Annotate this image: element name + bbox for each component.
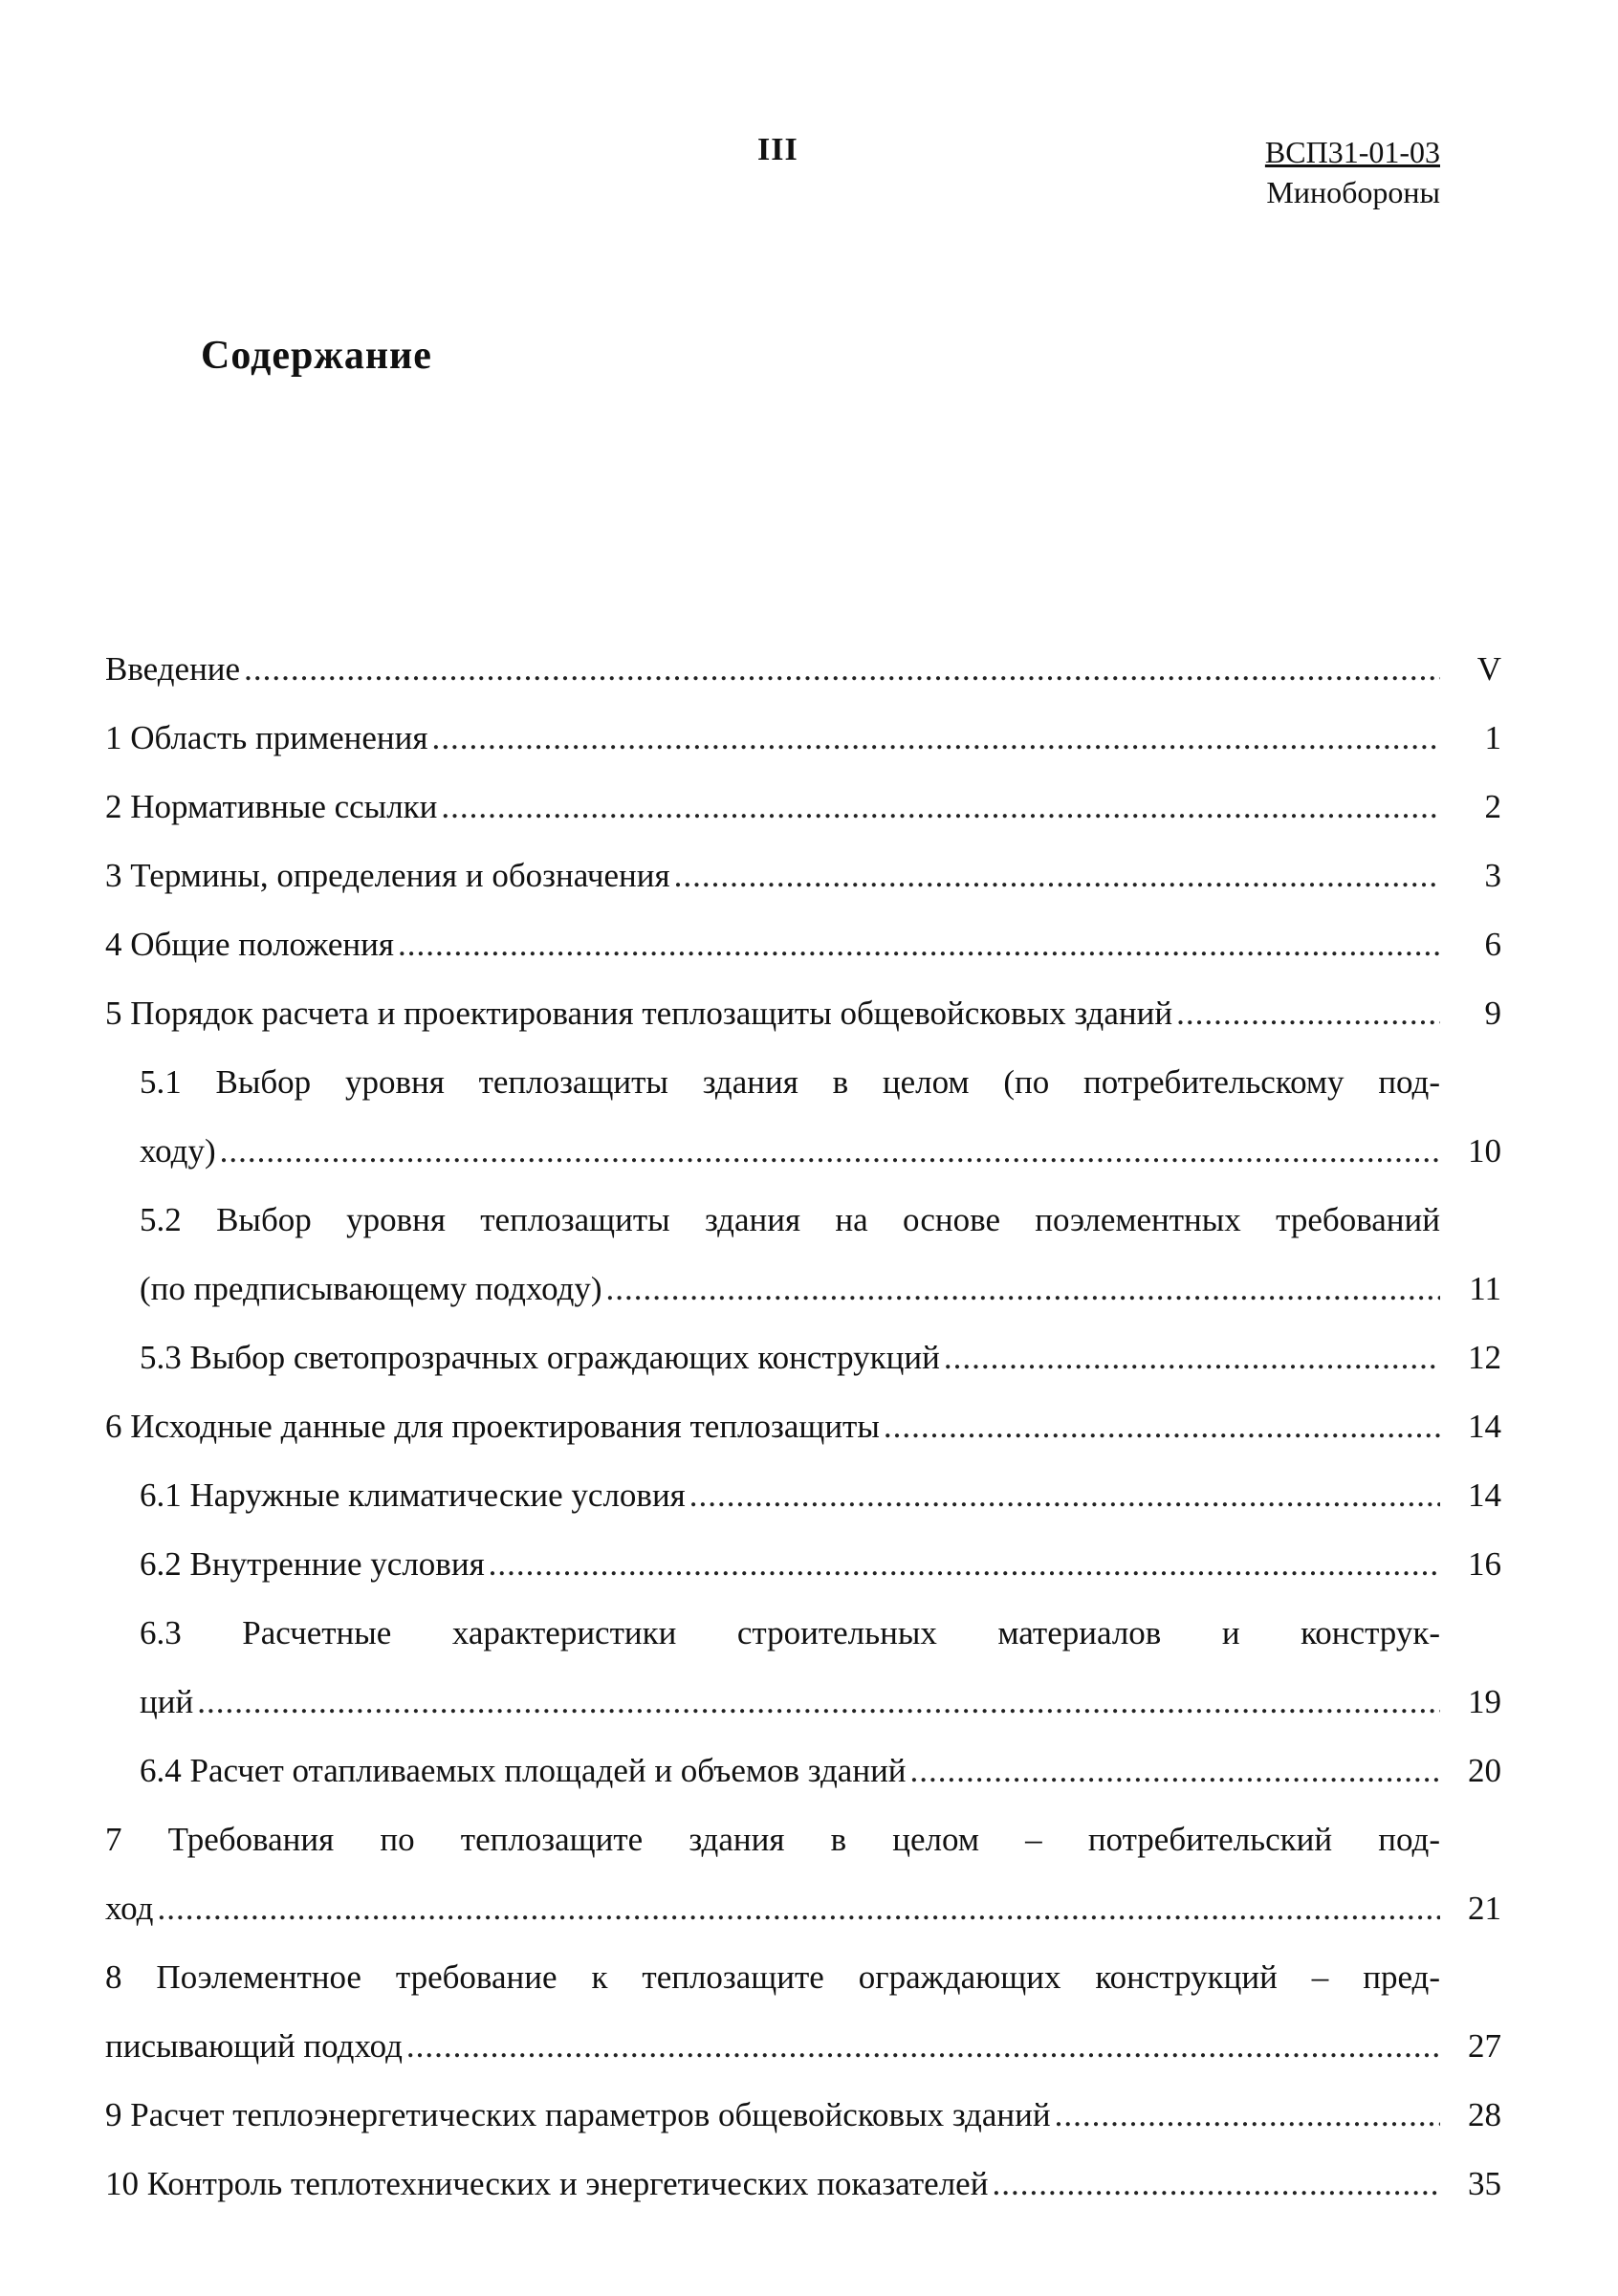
toc-entry-text-cont: ходу) bbox=[140, 1132, 216, 1170]
toc-entry-text-cont: (по предписывающему подходу) bbox=[140, 1270, 602, 1307]
toc-entry-5[interactable] bbox=[105, 966, 1501, 1035]
toc-leader bbox=[944, 1337, 1440, 1379]
document-code: ВСП31-01-03 bbox=[1264, 135, 1440, 169]
toc-leader bbox=[431, 717, 1440, 759]
toc-page-number: 9 bbox=[1484, 995, 1501, 1032]
table-of-contents bbox=[105, 622, 1501, 2205]
toc-entry-2[interactable] bbox=[105, 759, 1501, 828]
toc-entry-text: 7 Требования по теплозащите здания в целом – потребительский под- bbox=[105, 1821, 1440, 1858]
toc-leader bbox=[398, 924, 1440, 966]
page-title: Содержание bbox=[201, 334, 432, 378]
toc-entry-8-cont[interactable] bbox=[105, 1999, 1501, 2067]
toc-entry-text-cont: писывающий подход bbox=[105, 2027, 403, 2065]
toc-entry-text: 4 Общие положения bbox=[105, 926, 394, 963]
toc-page-number: 19 bbox=[1468, 1683, 1501, 1720]
toc-entry-text: 5 Порядок расчета и проектирования теплозащиты общевойсковых зданий bbox=[105, 995, 1173, 1032]
toc-page-number: 28 bbox=[1468, 2096, 1501, 2133]
toc-entry-1[interactable] bbox=[105, 690, 1501, 759]
toc-page-number: 35 bbox=[1468, 2165, 1501, 2202]
toc-entry-7-cont[interactable] bbox=[105, 1861, 1501, 1930]
toc-page-number: 2 bbox=[1484, 788, 1501, 825]
toc-entry-text: 6 Исходные данные для проектирования теплозащиты bbox=[105, 1408, 880, 1445]
toc-page-number: 16 bbox=[1468, 1545, 1501, 1583]
toc-page-number: 3 bbox=[1484, 857, 1501, 894]
toc-entry-text: 6.1 Наружные климатические условия bbox=[140, 1476, 686, 1514]
toc-entry-text: 5.3 Выбор светопрозрачных ограждающих конструкций bbox=[140, 1339, 940, 1376]
toc-entry-text: 5.2 Выбор уровня теплозащиты здания на основе поэлементных требований bbox=[140, 1201, 1440, 1238]
toc-leader bbox=[220, 1130, 1440, 1172]
toc-entry-text: 8 Поэлементное требование к теплозащите ограждающих конструкций – пред- bbox=[105, 1958, 1440, 1996]
toc-entry-text: 1 Область применения bbox=[105, 719, 428, 756]
toc-entry-6-4[interactable] bbox=[105, 1723, 1501, 1792]
toc-entry-text: 3 Термины, определения и обозначения bbox=[105, 857, 670, 894]
toc-page-number: 11 bbox=[1469, 1270, 1501, 1307]
toc-entry-text: 2 Нормативные ссылки bbox=[105, 788, 438, 825]
toc-leader bbox=[1055, 2094, 1440, 2136]
toc-leader bbox=[1176, 993, 1440, 1035]
toc-leader bbox=[689, 1475, 1440, 1517]
toc-entry-9[interactable] bbox=[105, 2067, 1501, 2136]
toc-entry-text: 6.4 Расчет отапливаемых площадей и объемов зданий bbox=[140, 1752, 907, 1789]
toc-leader bbox=[441, 786, 1440, 828]
toc-entry-5-2-cont[interactable] bbox=[105, 1241, 1501, 1310]
toc-entry-4[interactable] bbox=[105, 897, 1501, 966]
toc-entry-5-3[interactable] bbox=[105, 1310, 1501, 1379]
toc-entry-3[interactable] bbox=[105, 828, 1501, 897]
page-number: III bbox=[757, 132, 798, 167]
toc-page-number: 20 bbox=[1468, 1752, 1501, 1789]
toc-leader bbox=[197, 1681, 1440, 1723]
toc-page-number: 10 bbox=[1468, 1132, 1501, 1170]
toc-leader bbox=[606, 1268, 1440, 1310]
toc-leader bbox=[910, 1750, 1440, 1792]
toc-page-number: 12 bbox=[1468, 1339, 1501, 1376]
toc-leader bbox=[674, 855, 1440, 897]
toc-page-number: 14 bbox=[1468, 1408, 1501, 1445]
toc-entry-text-cont: ход bbox=[105, 1890, 154, 1927]
toc-leader bbox=[157, 1888, 1440, 1930]
toc-entry-6[interactable] bbox=[105, 1379, 1501, 1448]
toc-leader bbox=[992, 2163, 1440, 2205]
toc-entry-8[interactable] bbox=[105, 1930, 1501, 1999]
toc-page-number: 6 bbox=[1484, 926, 1501, 963]
toc-entry-5-2[interactable] bbox=[105, 1172, 1501, 1241]
toc-entry-5-1[interactable] bbox=[105, 1035, 1501, 1104]
organization: Минобороны bbox=[1266, 175, 1440, 209]
toc-entry-text: 6.2 Внутренние условия bbox=[140, 1545, 485, 1583]
toc-entry-6-3[interactable] bbox=[105, 1585, 1501, 1654]
toc-entry-text: 5.1 Выбор уровня теплозащиты здания в целом (по потребительскому под- bbox=[140, 1063, 1440, 1101]
toc-entry-text: 6.3 Расчетные характеристики строительных материалов и конструк- bbox=[140, 1614, 1440, 1651]
toc-page-number: 27 bbox=[1468, 2027, 1501, 2065]
toc-entry-text-cont: ций bbox=[140, 1683, 194, 1720]
toc-page-number: V bbox=[1476, 650, 1501, 688]
toc-entry-6-1[interactable] bbox=[105, 1448, 1501, 1517]
toc-page-number: 21 bbox=[1468, 1890, 1501, 1927]
toc-entry-6-2[interactable] bbox=[105, 1517, 1501, 1585]
toc-entry-text: 10 Контроль теплотехнических и энергетических показателей bbox=[105, 2165, 989, 2202]
toc-leader bbox=[406, 2025, 1440, 2067]
toc-entry-7[interactable] bbox=[105, 1792, 1501, 1861]
toc-leader bbox=[244, 648, 1440, 690]
toc-entry-5-1-cont[interactable] bbox=[105, 1104, 1501, 1172]
toc-entry-6-3-cont[interactable] bbox=[105, 1654, 1501, 1723]
toc-entry-10[interactable] bbox=[105, 2136, 1501, 2205]
document-code-block bbox=[1265, 132, 1440, 212]
toc-entry-text: Введение bbox=[105, 650, 241, 688]
toc-entry-text: 9 Расчет теплоэнергетических параметров общевойсковых зданий bbox=[105, 2096, 1051, 2133]
toc-leader bbox=[884, 1406, 1440, 1448]
toc-leader bbox=[489, 1543, 1440, 1585]
toc-page-number: 1 bbox=[1484, 719, 1501, 756]
toc-entry-intro[interactable] bbox=[105, 622, 1501, 690]
toc-page-number: 14 bbox=[1468, 1476, 1501, 1514]
